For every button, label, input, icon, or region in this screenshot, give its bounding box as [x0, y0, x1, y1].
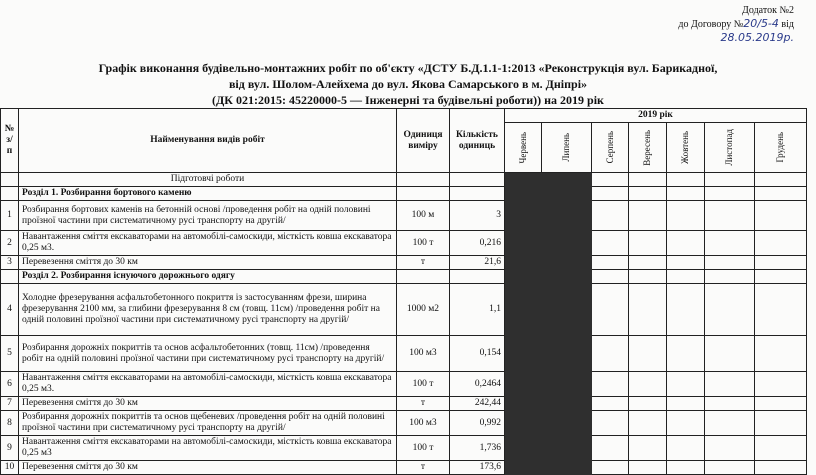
month-cell: [629, 411, 667, 436]
month-cell: [667, 411, 705, 436]
annex-from-label: від: [781, 19, 794, 30]
month-cell: [667, 372, 705, 397]
section-qty-cell: [450, 173, 505, 187]
section-unit-cell: [397, 187, 450, 201]
month-cell: [629, 256, 667, 270]
table-row: [1, 461, 807, 475]
month-header-6: [755, 123, 807, 173]
month-cell: [667, 397, 705, 411]
month-cell: [705, 461, 755, 475]
work-name: Розбирання бортових каменів на бетонній основі /проведення робіт на одній половині проїзної частини при систематичному русі транспорту на другій/: [19, 201, 397, 231]
section-num-cell: [1, 173, 19, 187]
schedule-bar-cell: [542, 173, 592, 187]
month-cell: [592, 231, 629, 256]
unit-cell: 100 м3: [397, 411, 450, 436]
month-cell: [667, 336, 705, 372]
schedule-bar-cell: [542, 436, 592, 461]
month-cell: [755, 231, 807, 256]
qty-cell: 1,1: [450, 284, 505, 336]
month-cell: [755, 270, 807, 284]
annex-contract-number: 20/5-4: [743, 17, 779, 30]
work-name: Розбирання дорожніх покриттів та основ асфальтобетонних (товщ. 11см) /проведення робіт на одній половині проїзної частини при систематичному русі транспорту на другій/: [19, 336, 397, 372]
schedule-bar-cell: [542, 270, 592, 284]
schedule-table: [0, 108, 807, 475]
title-line-3: (ДК 021:2015: 45220000-5 — Інженерні та будівельні роботи)) на 2019 рік: [212, 93, 604, 107]
schedule-bar-cell: [542, 256, 592, 270]
header-year: 2019 рік: [505, 109, 807, 123]
month-cell: [629, 436, 667, 461]
unit-cell: 100 т: [397, 372, 450, 397]
header-row-1: [1, 109, 807, 123]
unit-cell: 100 м3: [397, 336, 450, 372]
month-cell: [667, 231, 705, 256]
annex-contract-label: до Договору №: [678, 19, 744, 30]
schedule-bar-cell: [542, 231, 592, 256]
month-cell: [755, 256, 807, 270]
month-cell: [705, 270, 755, 284]
month-cell: [592, 270, 629, 284]
row-number: 4: [1, 284, 19, 336]
qty-cell: 0,2464: [450, 372, 505, 397]
work-name: Перевезення сміття до 30 км: [19, 397, 397, 411]
table-row: [1, 411, 807, 436]
month-cell: [755, 411, 807, 436]
table-row: [1, 397, 807, 411]
section-row: [1, 270, 807, 284]
month-header-1: [542, 123, 592, 173]
row-number: 10: [1, 461, 19, 475]
row-number: 3: [1, 256, 19, 270]
table-row: [1, 336, 807, 372]
table-row: [1, 372, 807, 397]
header-num: № з/п: [1, 109, 19, 173]
month-cell: [629, 372, 667, 397]
schedule-bar-cell: [505, 201, 542, 231]
section-title: Розділ 2. Розбирання існуючого дорожнього одягу: [19, 270, 397, 284]
table-row: [1, 436, 807, 461]
schedule-bar-cell: [542, 411, 592, 436]
title-line-1: Графік виконання будівельно-монтажних робіт по об'єкту «ДСТУ Б.Д.1.1-1:2013 «Реконструкція вул. Барикадної,: [98, 61, 718, 75]
qty-cell: 3: [450, 201, 505, 231]
month-cell: [667, 173, 705, 187]
month-cell: [592, 201, 629, 231]
row-number: 6: [1, 372, 19, 397]
month-label: Липень: [561, 133, 571, 162]
section-title: Підготовчі роботи: [19, 173, 397, 187]
month-cell: [705, 336, 755, 372]
month-cell: [629, 461, 667, 475]
row-number: 1: [1, 201, 19, 231]
unit-cell: 100 т: [397, 231, 450, 256]
month-cell: [629, 231, 667, 256]
row-number: 9: [1, 436, 19, 461]
month-cell: [705, 201, 755, 231]
month-header-4: [667, 123, 705, 173]
schedule-bar-cell: [505, 397, 542, 411]
month-cell: [705, 256, 755, 270]
qty-cell: 1,736: [450, 436, 505, 461]
row-number: 7: [1, 397, 19, 411]
month-cell: [592, 461, 629, 475]
month-cell: [629, 397, 667, 411]
month-cell: [592, 372, 629, 397]
header-unit: Одиниця виміру: [397, 109, 450, 173]
month-label: Жовтень: [680, 131, 690, 164]
work-name: Перевезення сміття до 30 км: [19, 461, 397, 475]
table-row: [1, 201, 807, 231]
month-cell: [755, 372, 807, 397]
qty-cell: 21,6: [450, 256, 505, 270]
section-num-cell: [1, 187, 19, 201]
month-cell: [705, 173, 755, 187]
annex-header: [678, 4, 794, 44]
work-name: Перевезення сміття до 30 км: [19, 256, 397, 270]
schedule-bar-cell: [542, 187, 592, 201]
schedule-bar-cell: [505, 411, 542, 436]
row-number: 8: [1, 411, 19, 436]
schedule-bar-cell: [542, 397, 592, 411]
month-cell: [705, 187, 755, 201]
annex-line1: Додаток №2: [742, 5, 794, 16]
document-title: [0, 60, 816, 108]
schedule-bar-cell: [505, 256, 542, 270]
month-cell: [755, 187, 807, 201]
month-cell: [667, 461, 705, 475]
work-name: Розбирання дорожніх покриттів та основ щебеневих /проведення робіт на одній половині проїзної частини при систематичному русі транспорту на другій/: [19, 411, 397, 436]
schedule-bar-cell: [505, 231, 542, 256]
month-cell: [667, 284, 705, 336]
qty-cell: 242,44: [450, 397, 505, 411]
unit-cell: т: [397, 397, 450, 411]
month-cell: [592, 397, 629, 411]
month-cell: [667, 436, 705, 461]
section-qty-cell: [450, 270, 505, 284]
month-label: Листопад: [724, 129, 734, 166]
unit-cell: 100 т: [397, 436, 450, 461]
month-cell: [592, 436, 629, 461]
unit-cell: 1000 м2: [397, 284, 450, 336]
schedule-bar-cell: [505, 284, 542, 336]
month-cell: [705, 372, 755, 397]
month-cell: [629, 173, 667, 187]
month-cell: [755, 201, 807, 231]
schedule-bar-cell: [505, 372, 542, 397]
table-row: [1, 256, 807, 270]
section-unit-cell: [397, 270, 450, 284]
month-cell: [667, 256, 705, 270]
month-cell: [592, 173, 629, 187]
schedule-bar-cell: [542, 372, 592, 397]
schedule-bar-cell: [505, 173, 542, 187]
month-cell: [667, 201, 705, 231]
month-cell: [592, 336, 629, 372]
month-cell: [705, 397, 755, 411]
month-header-3: [629, 123, 667, 173]
schedule-bar-cell: [505, 270, 542, 284]
month-cell: [592, 256, 629, 270]
section-row: [1, 173, 807, 187]
month-cell: [592, 284, 629, 336]
schedule-bar-cell: [542, 336, 592, 372]
work-name: Навантаження сміття екскаваторами на автомобілі-самоскиди, місткість ковша екскаватора 0,25 м3: [19, 436, 397, 461]
unit-cell: т: [397, 256, 450, 270]
section-qty-cell: [450, 187, 505, 201]
qty-cell: 0,216: [450, 231, 505, 256]
month-cell: [755, 336, 807, 372]
month-cell: [629, 284, 667, 336]
month-label: Грудень: [775, 132, 785, 163]
qty-cell: 173,6: [450, 461, 505, 475]
schedule-bar-cell: [542, 201, 592, 231]
schedule-bar-cell: [505, 461, 542, 475]
month-cell: [755, 461, 807, 475]
title-line-2: від вул. Шолом-Алейхема до вул. Якова Самарського в м. Дніпрі»: [228, 77, 588, 91]
annex-date: 28.05.2019р.: [720, 31, 794, 44]
month-cell: [755, 173, 807, 187]
work-name: Навантаження сміття екскаваторами на автомобілі-самоскиди, місткість ковша екскаватора 0,25 м3.: [19, 231, 397, 256]
schedule-bar-cell: [505, 436, 542, 461]
month-header-5: [705, 123, 755, 173]
section-unit-cell: [397, 173, 450, 187]
month-cell: [592, 187, 629, 201]
month-cell: [755, 397, 807, 411]
month-cell: [629, 270, 667, 284]
month-cell: [592, 411, 629, 436]
qty-cell: 0,992: [450, 411, 505, 436]
month-cell: [667, 270, 705, 284]
month-cell: [755, 436, 807, 461]
unit-cell: 100 м: [397, 201, 450, 231]
schedule-bar-cell: [542, 461, 592, 475]
month-header-0: [505, 123, 542, 173]
month-cell: [705, 284, 755, 336]
month-cell: [705, 436, 755, 461]
month-label: Вересень: [642, 129, 652, 166]
month-cell: [667, 187, 705, 201]
annex-line2: [678, 17, 794, 31]
schedule-bar-cell: [542, 284, 592, 336]
unit-cell: т: [397, 461, 450, 475]
row-number: 2: [1, 231, 19, 256]
month-label: Червень: [517, 131, 528, 164]
header-qty: Кількість одиниць: [450, 109, 505, 173]
month-cell: [629, 336, 667, 372]
section-title: Розділ 1. Розбирання бортового каменю: [19, 187, 397, 201]
row-number: 5: [1, 336, 19, 372]
month-cell: [629, 201, 667, 231]
work-name: Холодне фрезерування асфальтобетонного покриття із застосуванням фрези, ширина фрезерування 2100 мм, за глибини фрезерування 8 см (товщ. 11см) /проведення робіт на одній половині проїзної частини при систематичному русі транспорту на другій/: [19, 284, 397, 336]
header-name: Найменування видів робіт: [19, 109, 397, 173]
section-row: [1, 187, 807, 201]
schedule-bar-cell: [505, 187, 542, 201]
month-cell: [755, 284, 807, 336]
month-label: Серпень: [604, 131, 615, 164]
schedule-bar-cell: [505, 336, 542, 372]
month-cell: [705, 231, 755, 256]
qty-cell: 0,154: [450, 336, 505, 372]
month-cell: [705, 411, 755, 436]
table-row: [1, 284, 807, 336]
table-row: [1, 231, 807, 256]
work-name: Навантаження сміття екскаваторами на автомобілі-самоскиди, місткість ковша екскаватора 0,25 м3.: [19, 372, 397, 397]
month-cell: [629, 187, 667, 201]
section-num-cell: [1, 270, 19, 284]
month-header-2: [592, 123, 629, 173]
